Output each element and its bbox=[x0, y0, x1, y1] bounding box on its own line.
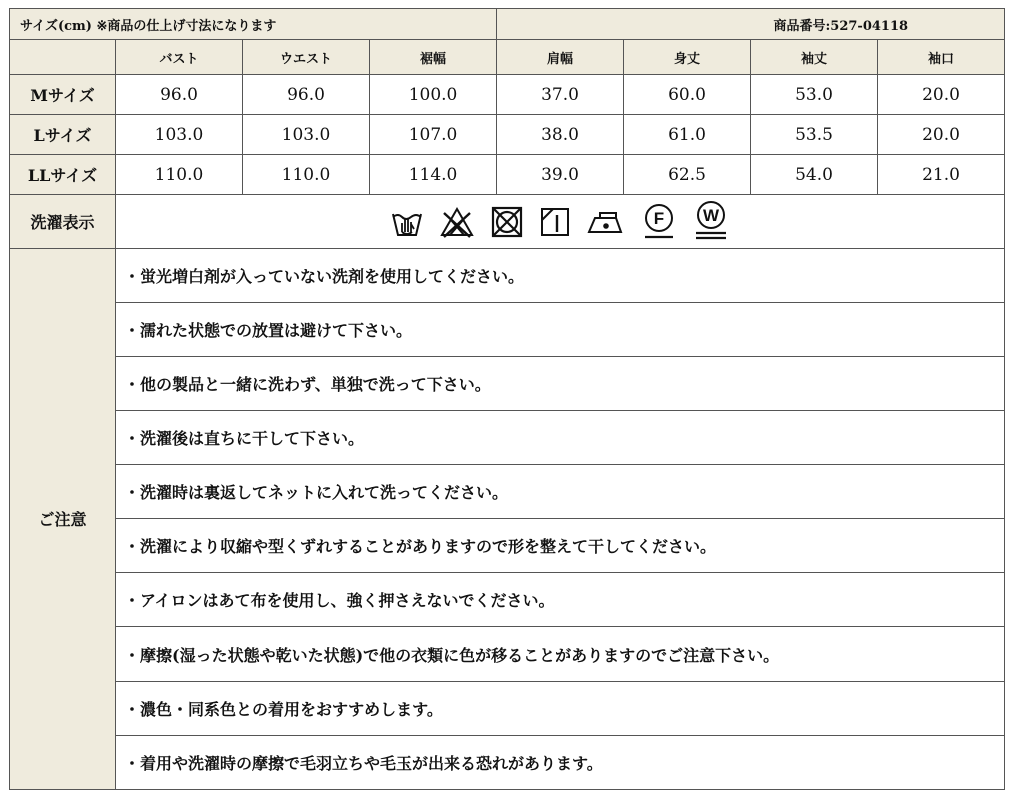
size-value: 21.0 bbox=[878, 155, 1005, 195]
note-row bbox=[10, 573, 1005, 627]
size-row-l bbox=[10, 115, 1005, 155]
note-item: ・蛍光増白剤が入っていない洗剤を使用してください。 bbox=[116, 248, 1005, 302]
note-item: ・他の製品と一緒に洗わず、単独で洗って下さい。 bbox=[116, 356, 1005, 410]
note-item: ・アイロンはあて布を使用し、強く押さえないでください。 bbox=[116, 573, 1005, 627]
note-row bbox=[10, 519, 1005, 573]
column-header-row bbox=[10, 40, 1005, 75]
size-row-m bbox=[10, 75, 1005, 115]
wash-symbols bbox=[116, 196, 1004, 248]
size-value: 100.0 bbox=[370, 75, 497, 115]
note-row bbox=[10, 356, 1005, 410]
column-header: 袖丈 bbox=[751, 40, 878, 75]
wash-label: 洗濯表示 bbox=[10, 195, 116, 248]
dry-clean-f-icon bbox=[641, 202, 677, 242]
wet-clean-w-icon bbox=[692, 200, 730, 244]
iron-low-icon bbox=[586, 207, 626, 237]
size-care-table bbox=[9, 8, 1005, 790]
note-row bbox=[10, 681, 1005, 735]
column-header: ウエスト bbox=[243, 40, 370, 75]
notes-label: ご注意 bbox=[10, 248, 116, 789]
size-value: 37.0 bbox=[497, 75, 624, 115]
note-row bbox=[10, 465, 1005, 519]
note-row bbox=[10, 302, 1005, 356]
column-header: バスト bbox=[116, 40, 243, 75]
note-item: ・洗濯により収縮や型くずれすることがありますので形を整えて干してください。 bbox=[116, 519, 1005, 573]
size-label: Mサイズ bbox=[10, 75, 116, 115]
wet-clean-letter: W bbox=[702, 205, 720, 225]
size-value: 38.0 bbox=[497, 115, 624, 155]
size-value: 110.0 bbox=[243, 155, 370, 195]
size-row-ll bbox=[10, 155, 1005, 195]
wash-symbols-row bbox=[10, 195, 1005, 248]
size-value: 20.0 bbox=[878, 75, 1005, 115]
corner-cell bbox=[10, 40, 116, 75]
wash-symbols-cell bbox=[116, 195, 1005, 248]
note-row bbox=[10, 248, 1005, 302]
size-value: 20.0 bbox=[878, 115, 1005, 155]
column-header: 袖口 bbox=[878, 40, 1005, 75]
size-value: 54.0 bbox=[751, 155, 878, 195]
note-row bbox=[10, 735, 1005, 789]
note-item: ・洗濯後は直ちに干して下さい。 bbox=[116, 410, 1005, 464]
size-value: 61.0 bbox=[624, 115, 751, 155]
note-item: ・摩擦(湿った状態や乾いた状態)で他の衣類に色が移ることがありますのでご注意下さい。 bbox=[116, 627, 1005, 681]
size-value: 60.0 bbox=[624, 75, 751, 115]
size-unit-note: サイズ(cm) ※商品の仕上げ寸法になります bbox=[10, 9, 497, 40]
size-value: 53.0 bbox=[751, 75, 878, 115]
table-header-row bbox=[10, 9, 1005, 40]
size-value: 39.0 bbox=[497, 155, 624, 195]
line-dry-shade-icon bbox=[539, 206, 571, 238]
product-number: 商品番号:527-04118 bbox=[497, 9, 1005, 40]
note-item: ・濡れた状態での放置は避けて下さい。 bbox=[116, 302, 1005, 356]
column-header: 裾幅 bbox=[370, 40, 497, 75]
size-value: 62.5 bbox=[624, 155, 751, 195]
column-header: 肩幅 bbox=[497, 40, 624, 75]
note-item: ・着用や洗濯時の摩擦で毛羽立ちや毛玉が出来る恐れがあります。 bbox=[116, 735, 1005, 789]
note-item: ・洗濯時は裏返してネットに入れて洗ってください。 bbox=[116, 465, 1005, 519]
no-tumble-dry-icon bbox=[490, 205, 524, 239]
size-label: Lサイズ bbox=[10, 115, 116, 155]
size-value: 103.0 bbox=[116, 115, 243, 155]
note-item: ・濃色・同系色との着用をおすすめします。 bbox=[116, 681, 1005, 735]
dry-clean-letter: F bbox=[653, 208, 665, 228]
size-value: 110.0 bbox=[116, 155, 243, 195]
size-value: 53.5 bbox=[751, 115, 878, 155]
hand-wash-icon bbox=[390, 205, 424, 239]
size-value: 96.0 bbox=[116, 75, 243, 115]
size-value: 114.0 bbox=[370, 155, 497, 195]
note-row bbox=[10, 410, 1005, 464]
column-header: 身丈 bbox=[624, 40, 751, 75]
size-value: 96.0 bbox=[243, 75, 370, 115]
no-bleach-icon bbox=[439, 205, 475, 239]
size-value: 103.0 bbox=[243, 115, 370, 155]
size-label: LLサイズ bbox=[10, 155, 116, 195]
size-value: 107.0 bbox=[370, 115, 497, 155]
note-row bbox=[10, 627, 1005, 681]
